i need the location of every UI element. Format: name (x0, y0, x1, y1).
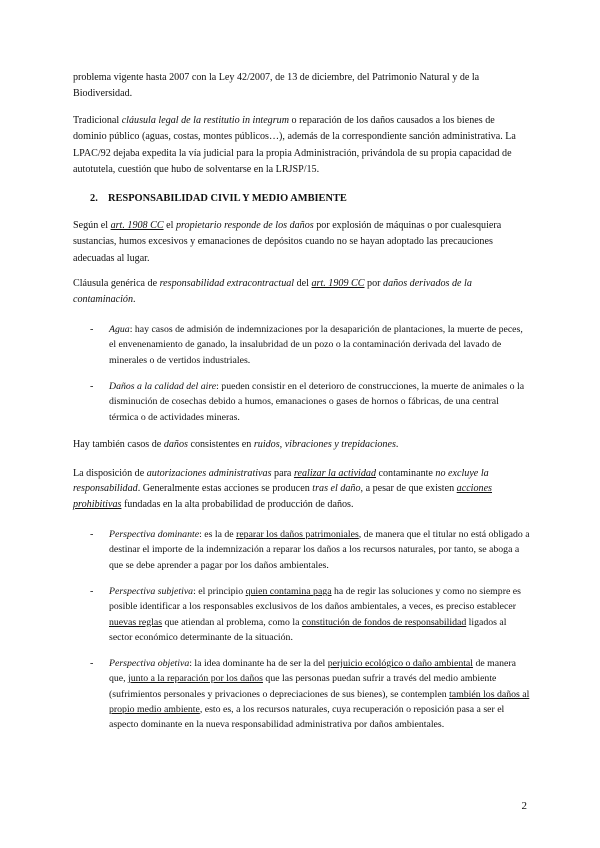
section-heading (90, 191, 347, 207)
paragraph-restitutio: Tradicional cláusula legal de la restitutio in integrum o reparación de los daños causados a los bienes de dominio público (aguas, costas, montes públicos…), además de la correspondiente sanción administrativa. La LPAC/92 dejaba expedita la vía judicial para la propia Administración, privándola de su propia capacidad de autotutela, cuestión que hubo de solventarse en la LRJSP/15. (73, 115, 516, 176)
section-title: RESPONSABILIDAD CIVIL Y MEDIO AMBIENTE (108, 193, 347, 204)
bullet-perspectiva-subjetiva: - Perspectiva subjetiva: el principio quien contamina paga ha de regir las soluciones y como no siempre es posible identificar a los responsables exclusivos de los daños ambientales, a veces, es preciso establecer nuevas reglas que atiendan al problema, como la constitución de fondos de responsabilidad ligados al sector económico determinante de la situación. (90, 586, 521, 643)
link-art-1908: art. 1908 CC (110, 220, 164, 231)
page-number: 2 (521, 800, 527, 812)
bullet-dash: - (90, 324, 94, 335)
bullet-dash: - (90, 381, 94, 392)
bullet-agua: - Agua: hay casos de admisión de indemnizaciones por la desaparición de plantaciones, la muerte de peces, el envenenamiento de ganado, la insalubridad de un pozo o la contaminación derivada del lavado de minerales o de vertidos industriales. (90, 324, 523, 366)
bullet-dash: - (90, 586, 94, 597)
bullet-dash: - (90, 529, 94, 540)
bullet-perspectiva-dominante: - Perspectiva dominante: es la de reparar los daños patrimoniales, de manera que el titular no está obligado a destinar el importe de la indemnización a reparar los daños a los recursos naturales, por tanto, se aboga a que se debe aprender a pagar por los daños ambientales. (90, 529, 530, 571)
link-art-1909: art. 1909 CC (311, 278, 365, 289)
paragraph-autorizaciones: La disposición de autorizaciones administrativas para realizar la actividad contaminante no excluye la responsabilidad. Generalmente estas acciones se producen tras el daño, a pesar de que existen acciones prohibitivas fundadas en la alta probabilidad de producción de daños. (73, 468, 492, 510)
paragraph-art-1909: Cláusula genérica de responsabilidad extracontractual del art. 1909 CC por daños derivados de la contaminación. (73, 278, 472, 306)
bullet-aire: - Daños a la calidad del aire: pueden consistir en el deterioro de construcciones, la muerte de animales o la disminución de cosechas debido a humos, emanaciones o gases de hornos o fábricas, de una central térmica o de actividades mineras. (90, 381, 525, 423)
section-number: 2. (90, 193, 98, 204)
paragraph-art-1908: Según el art. 1908 CC el propietario responde de los daños por explosión de máquinas o por cualesquiera sustancias, humos excesivos y emanaciones de depósitos cuando no se hayan adoptado las precauciones adecuadas al lugar. (73, 220, 502, 264)
paragraph-ruidos: Hay también casos de daños consistentes en ruidos, vibraciones y trepidaciones. (73, 439, 399, 450)
paragraph-patrimonio: problema vigente hasta 2007 con la Ley 42/2007, de 13 de diciembre, del Patrimonio Natural y de la Biodiversidad. (73, 72, 480, 100)
bullet-perspectiva-objetiva: - Perspectiva objetiva: la idea dominante ha de ser la del perjuicio ecológico o daño ambiental de manera que, junto a la reparación por los daños que las personas puedan sufrir a través del medio ambiente (sufrimientos personales y privaciones o depreciaciones de sus bienes), se contemplen también los daños al propio medio ambiente, esto es, a los recursos naturales, cuya recuperación o reposición pasa a ser el aspecto dominante en la nueva responsabilidad administrativa por daños ambientales. (90, 658, 530, 731)
bullet-dash: - (90, 658, 94, 669)
